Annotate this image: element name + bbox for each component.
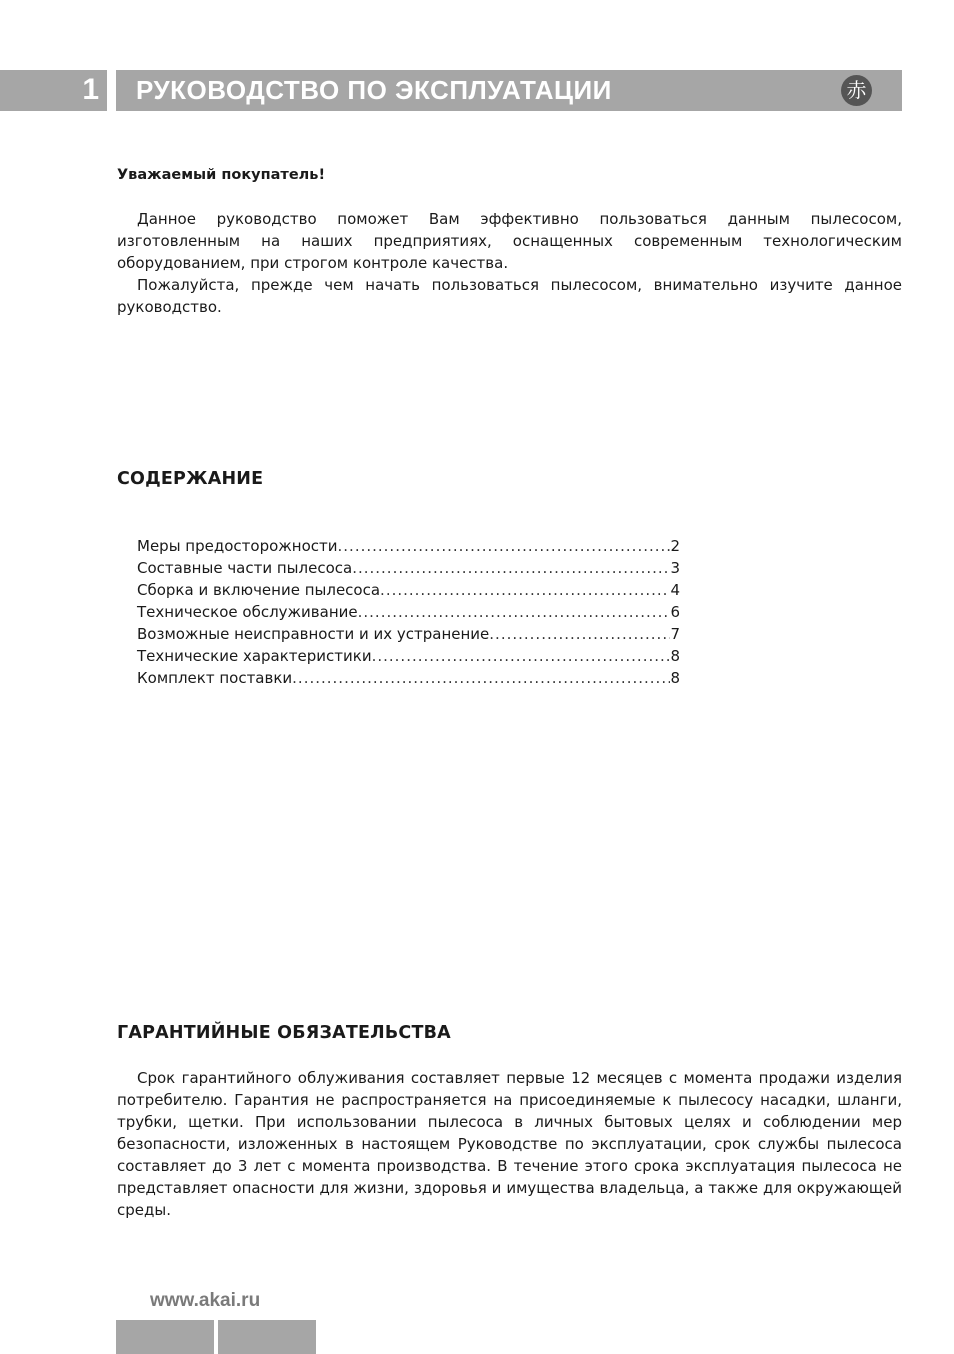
toc-heading: СОДЕРЖАНИЕ	[117, 469, 264, 489]
intro-paragraph: Пожалуйста, прежде чем начать пользоваться пылесосом, внимательно изучите данное руководство.	[117, 276, 902, 316]
toc-leader-dots	[489, 623, 670, 645]
intro-text	[117, 208, 902, 318]
toc-item-page: 7	[670, 625, 680, 643]
toc-item-page: 4	[670, 581, 680, 599]
akai-logo-icon: 赤	[841, 75, 872, 106]
toc-item[interactable]	[137, 645, 680, 667]
warranty-heading: ГАРАНТИЙНЫЕ ОБЯЗАТЕЛЬСТВА	[117, 1023, 451, 1043]
page-title: РУКОВОДСТВО ПО ЭКСПЛУАТАЦИИ	[136, 75, 612, 105]
toc-item-page: 8	[670, 669, 680, 687]
header-bar	[116, 70, 902, 111]
toc-item-title: Составные части пылесоса	[137, 559, 353, 577]
toc-item[interactable]	[137, 601, 680, 623]
toc-item[interactable]	[137, 557, 680, 579]
toc-item[interactable]	[137, 579, 680, 601]
greeting: Уважаемый покупатель!	[117, 167, 326, 183]
toc-item-title: Технические характеристики	[137, 647, 372, 665]
toc-item-page: 8	[670, 647, 680, 665]
toc-item-title: Техническое обслуживание	[137, 603, 358, 621]
toc-item-title: Возможные неисправности и их устранение	[137, 625, 490, 643]
toc-leader-dots	[358, 601, 671, 623]
warranty-text	[117, 1067, 902, 1221]
toc-leader-dots	[352, 557, 670, 579]
chapter-number-bar	[0, 70, 107, 111]
toc-leader-dots	[292, 667, 670, 689]
toc-item[interactable]	[137, 535, 680, 557]
footer-block	[116, 1320, 214, 1354]
table-of-contents	[137, 535, 680, 689]
website-link[interactable]: www.akai.ru	[150, 1290, 261, 1311]
warranty-paragraph: Срок гарантийного облуживания составляет первые 12 месяцев с момента продажи изделия потребителю. Гарантия не распространяется на присоединяемые к пылесосу насадки, шланги, трубки, щетки. При использовании пылесоса в личных бытовых целях и соблюдении мер безопасности, изложенных в настоящем Руководстве по эксплуатации, срок службы пылесоса составляет до 3 лет с момента производства. В течение этого срока эксплуатация пылесоса не представляет опасности для жизни, здоровья и имущества владельца, а также для окружающей среды.	[117, 1069, 902, 1219]
toc-item-page: 6	[670, 603, 680, 621]
toc-item[interactable]	[137, 623, 680, 645]
chapter-number: 1	[82, 73, 99, 106]
toc-item-title: Сборка и включение пылесоса	[137, 581, 381, 599]
toc-item-page: 3	[670, 559, 680, 577]
intro-paragraph: Данное руководство поможет Вам эффективно пользоваться данным пылесосом, изготовленным на наших предприятиях, оснащенных современным технологическим оборудованием, при строгом контроле качества.	[117, 210, 902, 272]
footer-block	[218, 1320, 316, 1354]
toc-item[interactable]	[137, 667, 680, 689]
toc-item-title: Комплект поставки	[137, 669, 293, 687]
toc-leader-dots	[338, 535, 671, 557]
toc-leader-dots	[372, 645, 671, 667]
toc-item-title: Меры предосторожности	[137, 537, 338, 555]
toc-item-page: 2	[670, 537, 680, 555]
toc-leader-dots	[380, 579, 670, 601]
